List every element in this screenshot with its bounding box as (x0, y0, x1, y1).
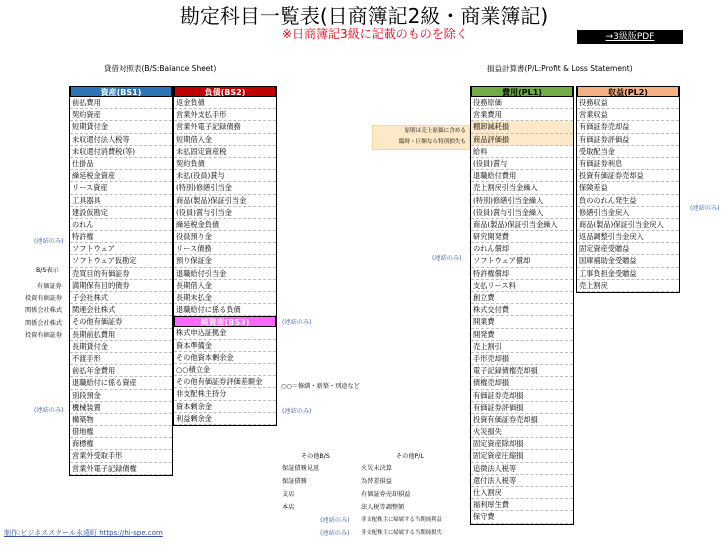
liabilities-header: 負債(BS2) (174, 86, 276, 97)
account-item: (役員)賞与引当金 (174, 207, 276, 219)
account-item: 短期貸付金 (70, 121, 172, 133)
other-pl-item: 有価証券売却損益 (361, 491, 411, 498)
account-item: 固定資産受贈益 (577, 243, 679, 255)
account-item: 前払費用 (70, 97, 172, 109)
account-item: 営業外電子記録債権 (70, 463, 172, 475)
account-item: 返金負債 (174, 97, 276, 109)
account-item: 営業外電子記録債務 (174, 121, 276, 133)
account-item: 契約負債 (174, 158, 276, 170)
account-item: 有価証券評価損 (471, 402, 573, 414)
revenues-list (577, 97, 679, 292)
account-item: 役務原価 (471, 97, 573, 109)
account-item: 支払リース料 (471, 280, 573, 292)
account-item: 不渡手形 (70, 353, 172, 365)
account-item: (特別)修繕引当金繰入 (471, 195, 573, 207)
note-consolidated-liab: (連結のみ) (282, 319, 312, 326)
account-item: 退職給付引当金 (174, 268, 276, 280)
equity-header: 純資産(BS3) (174, 316, 276, 327)
account-item: のれん償却 (471, 243, 573, 255)
account-item: 役員預り金 (174, 231, 276, 243)
revenues-header: 収益(PL2) (577, 86, 679, 97)
note-bs-display: B/S表示 (36, 267, 59, 274)
assets-list (70, 97, 172, 475)
account-item: 資本準備金 (174, 340, 276, 352)
account-item: 還付法人税等 (471, 475, 573, 487)
account-item: 営業外支払手形 (174, 109, 276, 121)
page-title: 勘定科目一覧表(日商簿記2級・商業簿記) (179, 4, 549, 28)
account-item: ソフトウェア (70, 243, 172, 255)
note-consolidated-equity: (連結のみ) (282, 408, 312, 415)
account-item: その他資本剰余金 (174, 352, 276, 364)
account-item: 未払(役員)賞与 (174, 170, 276, 182)
account-item: 満期保有目的債券 (70, 280, 172, 292)
account-item: 前払年金費用 (70, 365, 172, 377)
account-item: 保険差益 (577, 182, 679, 194)
other-pl-item: 火災未決算 (361, 465, 392, 472)
cost-note-line1: 原則は売上原価に含める (404, 128, 466, 134)
account-item: 開発費 (471, 329, 573, 341)
account-item: 非支配株主持分 (174, 388, 276, 400)
account-item: 商品(製品)保証引当金繰入 (471, 219, 573, 231)
liabilities-list (174, 97, 276, 316)
note-reserve-types: ○○＝修繕・新築・別途など (281, 383, 360, 390)
account-item: 未収還付法人税等 (70, 134, 172, 146)
account-item: ソフトウェア償却 (471, 255, 573, 267)
note-consolidated-2: (連結のみ) (34, 407, 64, 414)
account-item: 商品評価損 (471, 134, 573, 146)
account-item: 役務収益 (577, 97, 679, 109)
credit-link[interactable]: 制作:ビジネススクール永遠町 https://hi-spe.com (4, 529, 163, 537)
assets-column (69, 86, 173, 476)
account-item: 退職給付費用 (471, 170, 573, 182)
other-pl-item: 法人税等調整額 (361, 504, 405, 511)
other-consolidated-text: 非支配株主に帰属する当期純損失 (361, 530, 442, 536)
note-consolidated-goodwill: (連結のみ) (432, 255, 462, 262)
account-item: 未払固定資産税 (174, 146, 276, 158)
account-item: 機械装置 (70, 402, 172, 414)
account-item: 資本剰余金 (174, 401, 276, 413)
account-item: 売上割戻 (577, 280, 679, 292)
account-item: 棚卸減耗損 (471, 121, 573, 133)
account-item: 有価証券売却益 (577, 121, 679, 133)
account-item: 関連会社株式 (70, 304, 172, 316)
other-consolidated-text: 非支配株主に帰属する当期純利益 (361, 517, 442, 523)
account-item: 借地権 (70, 426, 172, 438)
account-item: 火災損失 (471, 426, 573, 438)
account-item: リース債務 (174, 243, 276, 255)
account-item: 商標権 (70, 438, 172, 450)
account-item: 特許権償却 (471, 268, 573, 280)
other-bs-item: 保証債務見返 (282, 465, 320, 472)
account-item: ○○積立金 (174, 364, 276, 376)
account-item: 有価証券利息 (577, 158, 679, 170)
assets-header: 資産(BS1) (70, 86, 172, 97)
account-item: 投資有価証券売却益 (577, 170, 679, 182)
account-item: 仕入割戻 (471, 487, 573, 499)
cost-note-line2: 臨時・巨額なら特別損失も (398, 139, 466, 145)
account-item: 仕掛品 (70, 158, 172, 170)
account-item: 売買目的有価証券 (70, 268, 172, 280)
account-item: 研究開発費 (471, 231, 573, 243)
account-item: 長期貸付金 (70, 341, 172, 353)
account-item: 退職給付に係る資産 (70, 377, 172, 389)
liabilities-column (173, 86, 277, 426)
account-item: 工具器具 (70, 195, 172, 207)
pl-heading: 損益計算書(P/L:Profit & Loss Statement) (487, 64, 633, 73)
revenues-column (576, 86, 680, 293)
account-item: 営業費用 (471, 109, 573, 121)
account-item: 別段預金 (70, 390, 172, 402)
equity-list (174, 327, 276, 425)
account-item: 預り保証金 (174, 255, 276, 267)
other-consolidated-note: (連結のみ) (320, 530, 350, 537)
account-item: 工事負担金受贈益 (577, 268, 679, 280)
expenses-list (471, 97, 573, 524)
note-investment-securities-2: 投資有価証券 (25, 332, 63, 339)
account-item: 固定資産圧縮損 (471, 450, 573, 462)
account-item: 返品調整引当金戻入 (577, 231, 679, 243)
account-item: 売上割引 (471, 341, 573, 353)
account-item: 短期借入金 (174, 134, 276, 146)
account-item: 長期前払費用 (70, 329, 172, 341)
account-item: 固定資産除却損 (471, 438, 573, 450)
account-item: (役員)賞与 (471, 158, 573, 170)
expenses-column (470, 86, 574, 525)
other-bs-label: その他B/S (301, 453, 330, 460)
account-item: 国庫補助金受贈益 (577, 255, 679, 267)
account-item: リース資産 (70, 182, 172, 194)
account-item: 長期借入金 (174, 280, 276, 292)
account-item: 福利厚生費 (471, 499, 573, 511)
account-item: 繰延税金資産 (70, 170, 172, 182)
note-securities: 有価証券 (37, 283, 62, 290)
other-bs-item: 保証債務 (282, 478, 307, 485)
account-item: 退職給付に係る負債 (174, 304, 276, 316)
note-investment-securities: 投資有価証券 (25, 295, 63, 302)
other-consolidated-note: (連結のみ) (320, 517, 350, 524)
other-bs-item: 本店 (282, 504, 295, 511)
account-item: 電子記録債権売却損 (471, 365, 573, 377)
account-item: 建設仮勘定 (70, 207, 172, 219)
account-item: ソフトウェア仮勘定 (70, 255, 172, 267)
account-item: 有価証券評価益 (577, 134, 679, 146)
account-item: 株式交付費 (471, 304, 573, 316)
account-item: 手形売却損 (471, 353, 573, 365)
account-item: (役員)賞与引当金繰入 (471, 207, 573, 219)
account-item: 売上割戻引当金繰入 (471, 182, 573, 194)
cost-note (372, 125, 470, 150)
account-item: 給料 (471, 146, 573, 158)
other-bs-item: 支店 (282, 491, 295, 498)
account-item: 商品(製品)保証引当金戻入 (577, 219, 679, 231)
other-pl-item: 為替差損益 (361, 478, 392, 485)
account-item: その他有価証券評価差額金 (174, 376, 276, 388)
account-item: 特許権 (70, 231, 172, 243)
account-item: 営業収益 (577, 109, 679, 121)
account-item: 子会社株式 (70, 292, 172, 304)
account-item: 受取配当金 (577, 146, 679, 158)
account-item: 商品(製品)保証引当金 (174, 195, 276, 207)
account-item: 契約資産 (70, 109, 172, 121)
account-item: 追徴法人税等 (471, 463, 573, 475)
note-consolidated-revenue: (連結のみ) (690, 205, 720, 212)
page-subtitle: ※日商簿記3級に記載のものを除く (282, 27, 468, 41)
account-item: 負ののれん発生益 (577, 195, 679, 207)
note-consolidated: (連結のみ) (34, 238, 64, 245)
account-item: 創立費 (471, 292, 573, 304)
account-item: 開業費 (471, 316, 573, 328)
account-item: 長期未払金 (174, 292, 276, 304)
account-item: 株式申込証拠金 (174, 327, 276, 339)
note-affiliate-shares: 関係会社株式 (25, 307, 63, 314)
account-item: 債権売却損 (471, 377, 573, 389)
account-item: 有価証券売却損 (471, 390, 573, 402)
account-item: 繰延税金負債 (174, 219, 276, 231)
account-item: 未収還付消費税(等) (70, 146, 172, 158)
other-pl-label: その他P/L (396, 453, 424, 460)
account-item: 構築物 (70, 414, 172, 426)
account-item: 利益剰余金 (174, 413, 276, 425)
account-item: 保守費 (471, 511, 573, 523)
account-item: のれん (70, 219, 172, 231)
account-item: 修繕引当金戻入 (577, 207, 679, 219)
account-item: その他有価証券 (70, 316, 172, 328)
note-affiliate-shares-2: 関係会社株式 (25, 320, 63, 327)
pdf-link-button[interactable] (577, 30, 683, 44)
account-item: (特別)修繕引当金 (174, 182, 276, 194)
bs-heading: 貸借対照表(B/S:Balance Sheet) (104, 64, 217, 73)
account-item: 営業外受取手形 (70, 450, 172, 462)
expenses-header: 費用(PL1) (471, 86, 573, 97)
pdf-link-label: →3級版PDF (605, 32, 655, 42)
account-item: 投資有価証券売却損 (471, 414, 573, 426)
